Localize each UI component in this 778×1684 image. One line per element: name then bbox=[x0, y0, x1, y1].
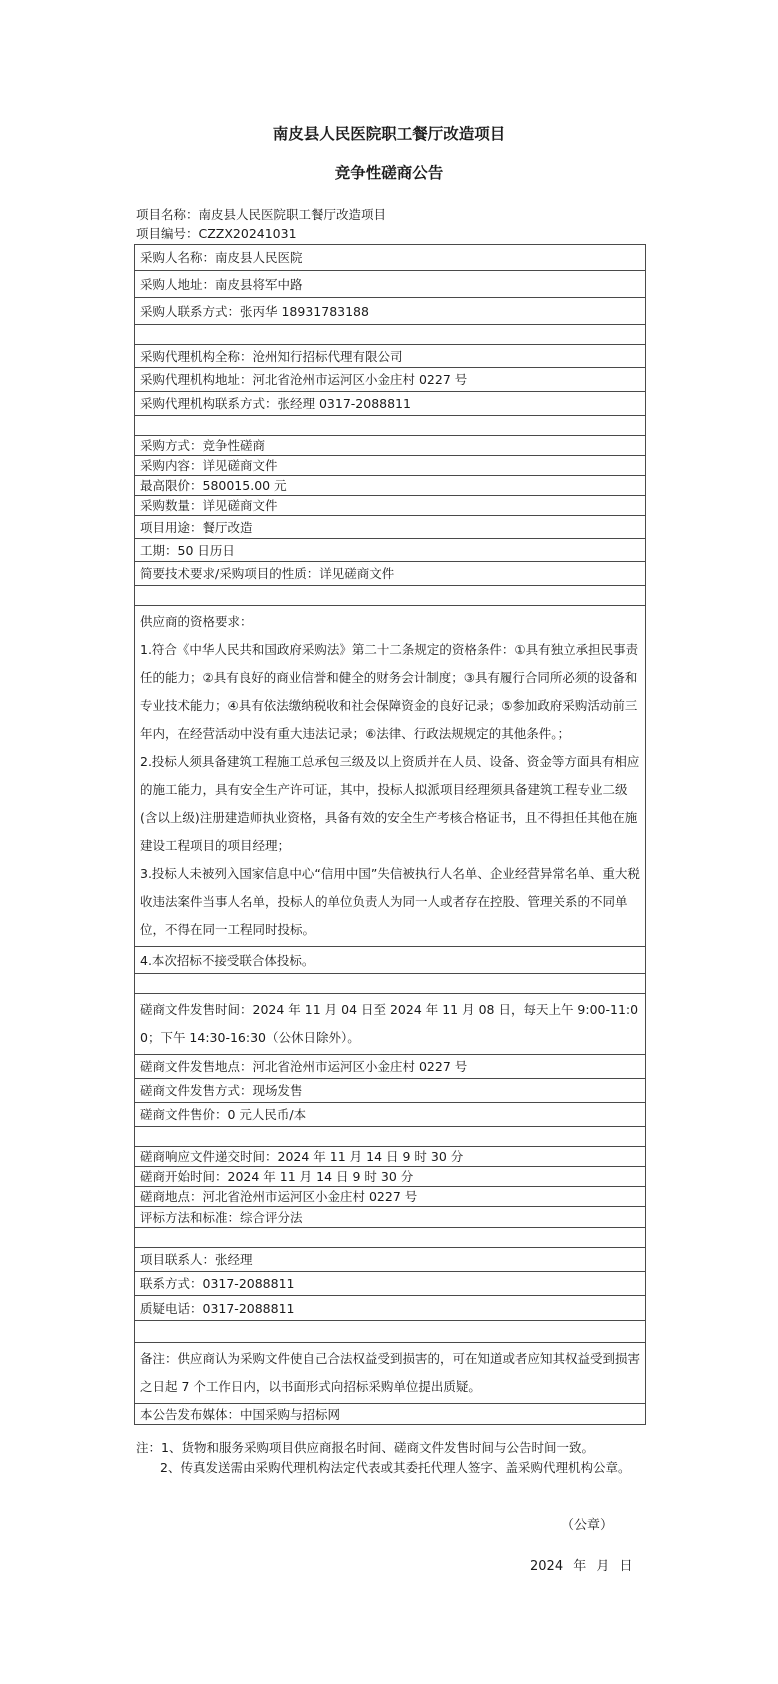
announcement-table bbox=[134, 244, 646, 1425]
table-row bbox=[135, 1079, 646, 1103]
table-cell: 采购代理机构地址：河北省沧州市运河区小金庄村 0227 号 bbox=[135, 368, 646, 392]
table-row bbox=[135, 606, 646, 947]
table-cell: 采购人联系方式：张丙华 18931783188 bbox=[135, 298, 646, 325]
table-row bbox=[135, 1228, 646, 1248]
table-cell: 采购数量：详见磋商文件 bbox=[135, 496, 646, 516]
table-cell: 评标方法和标准：综合评分法 bbox=[135, 1207, 646, 1228]
table-cell-long bbox=[135, 606, 646, 947]
table-row bbox=[135, 456, 646, 476]
table-cell: 4.本次招标不接受联合体投标。 bbox=[135, 947, 646, 974]
notes bbox=[136, 1438, 630, 1478]
blank-cell bbox=[135, 1228, 646, 1248]
table-row bbox=[135, 947, 646, 974]
signature-date: 2024 年 月 日 bbox=[530, 1559, 633, 1574]
official-seal-label: （公章） bbox=[561, 1518, 614, 1533]
table-row bbox=[135, 1127, 646, 1147]
table-cell: 质疑电话：0317-2088811 bbox=[135, 1296, 646, 1321]
table-cell: 本公告发布媒体：中国采购与招标网 bbox=[135, 1404, 646, 1425]
table-row bbox=[135, 994, 646, 1055]
table-cell: 采购方式：竞争性磋商 bbox=[135, 436, 646, 456]
table-cell-long bbox=[135, 1343, 646, 1404]
table-cell: 磋商响应文件递交时间：2024 年 11 月 14 日 9 时 30 分 bbox=[135, 1147, 646, 1167]
table-row bbox=[135, 1404, 646, 1425]
table-row bbox=[135, 1343, 646, 1404]
table-row bbox=[135, 392, 646, 416]
project-code: 项目编号：CZZX20241031 bbox=[136, 226, 297, 241]
table-cell: 采购内容：详见磋商文件 bbox=[135, 456, 646, 476]
table-row bbox=[135, 516, 646, 539]
blank-cell bbox=[135, 974, 646, 994]
table-row bbox=[135, 539, 646, 562]
table-row bbox=[135, 1055, 646, 1079]
project-name: 项目名称：南皮县人民医院职工餐厅改造项目 bbox=[136, 207, 387, 222]
table-row bbox=[135, 1167, 646, 1187]
paragraph: 磋商文件发售时间：2024 年 11 月 04 日至 2024 年 11 月 08 日，每天上午 9:00-11:00；下午 14:30-16:30（公休日除外）。 bbox=[140, 1002, 639, 1045]
document-title: 南皮县人民医院职工餐厅改造项目 bbox=[272, 125, 506, 143]
table-cell: 采购人名称：南皮县人民医院 bbox=[135, 245, 646, 271]
note-1: 注：1、货物和服务采购项目供应商报名时间、磋商文件发售时间与公告时间一致。 bbox=[136, 1440, 594, 1455]
table-cell: 项目用途：餐厅改造 bbox=[135, 516, 646, 539]
table-row bbox=[135, 1147, 646, 1167]
table-cell: 磋商文件售价：0 元人民币/本 bbox=[135, 1103, 646, 1127]
table-row bbox=[135, 436, 646, 456]
table-row bbox=[135, 1272, 646, 1296]
table-row bbox=[135, 271, 646, 298]
table-cell: 工期：50 日历日 bbox=[135, 539, 646, 562]
table-row bbox=[135, 1296, 646, 1321]
paragraph: 备注：供应商认为采购文件使自己合法权益受到损害的，可在知道或者应知其权益受到损害之日起 7 个工作日内，以书面形式向招标采购单位提出质疑。 bbox=[140, 1351, 641, 1394]
table-cell-long bbox=[135, 994, 646, 1055]
paragraph: 1.符合《中华人民共和国政府采购法》第二十二条规定的资格条件：①具有独立承担民事责任的能力；②具有良好的商业信誉和健全的财务会计制度；③具有履行合同所必须的设备和专业技术能力；④具有依法缴纳税收和社会保障资金的良好记录；⑤参加政府采购活动前三年内，在经营活动中没有重大违法记录；⑥法律、行政法规规定的其他条件。； bbox=[140, 642, 639, 741]
blank-cell bbox=[135, 416, 646, 436]
table-row bbox=[135, 1248, 646, 1272]
paragraph: 3.投标人未被列入国家信息中心“信用中国”失信被执行人名单、企业经营异常名单、重大税收违法案件当事人名单，投标人的单位负责人为同一人或者存在控股、管理关系的不同单位，不得在同一工程同时投标。 bbox=[140, 866, 640, 937]
table-row bbox=[135, 1207, 646, 1228]
table-row bbox=[135, 1103, 646, 1127]
document-subtitle: 竞争性磋商公告 bbox=[334, 164, 444, 182]
table-cell: 磋商文件发售地点：河北省沧州市运河区小金庄村 0227 号 bbox=[135, 1055, 646, 1079]
table-row bbox=[135, 325, 646, 345]
table-row bbox=[135, 1187, 646, 1207]
table-cell: 磋商文件发售方式：现场发售 bbox=[135, 1079, 646, 1103]
blank-cell bbox=[135, 586, 646, 606]
table-row bbox=[135, 416, 646, 436]
table-cell: 联系方式：0317-2088811 bbox=[135, 1272, 646, 1296]
table-row bbox=[135, 476, 646, 496]
table-cell: 简要技术要求/采购项目的性质：详见磋商文件 bbox=[135, 562, 646, 586]
blank-cell bbox=[135, 1321, 646, 1343]
table-row bbox=[135, 562, 646, 586]
table-row bbox=[135, 1321, 646, 1343]
table-row bbox=[135, 974, 646, 994]
table-row bbox=[135, 245, 646, 271]
table-row bbox=[135, 298, 646, 325]
table-cell: 磋商开始时间：2024 年 11 月 14 日 9 时 30 分 bbox=[135, 1167, 646, 1187]
table-row bbox=[135, 345, 646, 368]
paragraph: 供应商的资格要求： bbox=[140, 614, 253, 629]
table-cell: 采购代理机构联系方式：张经理 0317-2088811 bbox=[135, 392, 646, 416]
note-2: 2、传真发送需由采购代理机构法定代表或其委托代理人签字、盖采购代理机构公章。 bbox=[160, 1460, 631, 1475]
table-cell: 采购代理机构全称：沧州知行招标代理有限公司 bbox=[135, 345, 646, 368]
table-cell: 项目联系人：张经理 bbox=[135, 1248, 646, 1272]
blank-cell bbox=[135, 325, 646, 345]
table-row bbox=[135, 496, 646, 516]
blank-cell bbox=[135, 1127, 646, 1147]
table-row bbox=[135, 586, 646, 606]
table-cell: 最高限价：580015.00 元 bbox=[135, 476, 646, 496]
table-cell: 采购人地址：南皮县将军中路 bbox=[135, 271, 646, 298]
table-cell: 磋商地点：河北省沧州市运河区小金庄村 0227 号 bbox=[135, 1187, 646, 1207]
table-row bbox=[135, 368, 646, 392]
paragraph: 2.投标人须具备建筑工程施工总承包三级及以上资质并在人员、设备、资金等方面具有相应的施工能力，具有安全生产许可证，其中，投标人拟派项目经理须具备建筑工程专业二级(含以上级)注册建造师执业资格，具备有效的安全生产考核合格证书，且不得担任其他在施建设工程项目的项目经理； bbox=[140, 754, 640, 853]
